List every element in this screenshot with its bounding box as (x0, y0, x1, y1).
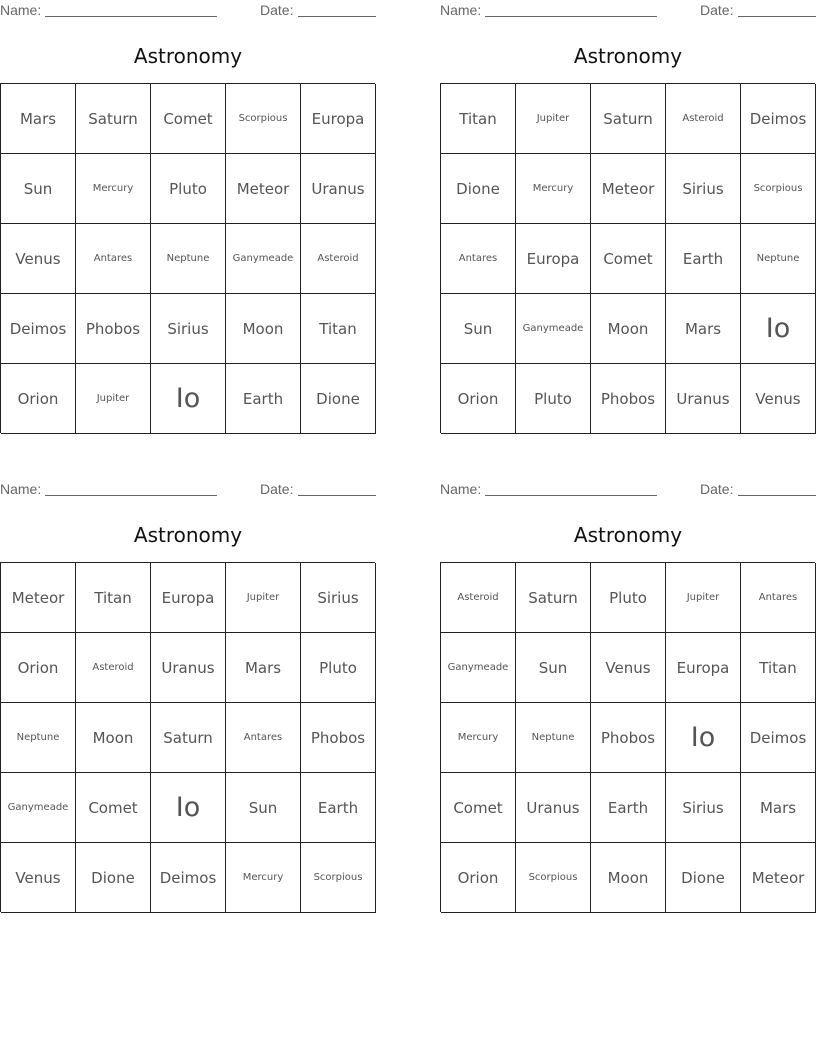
name-blank-line (485, 495, 657, 496)
bingo-cell: Phobos (301, 703, 376, 773)
bingo-cell: Phobos (76, 294, 151, 364)
bingo-cell: Uranus (666, 364, 741, 434)
bingo-cell: Neptune (151, 224, 226, 294)
date-blank-line (738, 495, 816, 496)
bingo-grid (440, 562, 815, 912)
bingo-cell: Venus (741, 364, 816, 434)
bingo-cell: Earth (666, 224, 741, 294)
bingo-cell: Saturn (516, 563, 591, 633)
bingo-cell: Pluto (516, 364, 591, 434)
bingo-cell: Ganymeade (441, 633, 516, 703)
bingo-cell: Europa (516, 224, 591, 294)
name-date-row (0, 2, 376, 20)
bingo-cell: Pluto (151, 154, 226, 224)
bingo-cell: Mercury (441, 703, 516, 773)
bingo-cell: Venus (591, 633, 666, 703)
bingo-cell: Mars (1, 84, 76, 154)
card-title: Astronomy (133, 523, 243, 547)
bingo-cell: Titan (76, 563, 151, 633)
bingo-cell: Meteor (591, 154, 666, 224)
bingo-cell: Dione (301, 364, 376, 434)
bingo-cell: Uranus (516, 773, 591, 843)
bingo-cell: Orion (1, 633, 76, 703)
bingo-cell: Antares (741, 563, 816, 633)
card-title: Astronomy (573, 523, 683, 547)
bingo-cell: Phobos (591, 703, 666, 773)
bingo-cell: Uranus (151, 633, 226, 703)
bingo-cell: Saturn (151, 703, 226, 773)
card-title: Astronomy (133, 44, 243, 68)
name-label: Name: (0, 2, 42, 18)
bingo-cell: Io (151, 773, 226, 843)
bingo-cell: Earth (226, 364, 301, 434)
bingo-cell: Orion (1, 364, 76, 434)
bingo-cell: Pluto (591, 563, 666, 633)
bingo-cell: Meteor (1, 563, 76, 633)
bingo-cell: Dione (76, 843, 151, 913)
bingo-cell: Dione (441, 154, 516, 224)
bingo-cell: Earth (301, 773, 376, 843)
bingo-cell: Sun (441, 294, 516, 364)
bingo-grid (0, 83, 375, 433)
bingo-cell: Earth (591, 773, 666, 843)
bingo-cell: Deimos (741, 703, 816, 773)
bingo-cell: Moon (591, 843, 666, 913)
name-date-row (440, 481, 816, 499)
bingo-cell: Sirius (151, 294, 226, 364)
bingo-cell: Ganymeade (516, 294, 591, 364)
bingo-cell: Deimos (741, 84, 816, 154)
date-blank-line (298, 495, 376, 496)
bingo-cell: Io (741, 294, 816, 364)
bingo-cell: Venus (1, 843, 76, 913)
bingo-cell: Antares (226, 703, 301, 773)
bingo-cell: Meteor (741, 843, 816, 913)
bingo-cell: Io (151, 364, 226, 434)
date-blank-line (298, 16, 376, 17)
bingo-cell: Sun (1, 154, 76, 224)
bingo-card (440, 479, 816, 911)
bingo-cell: Mars (666, 294, 741, 364)
bingo-cell: Asteroid (441, 563, 516, 633)
bingo-cell: Sirius (666, 773, 741, 843)
bingo-cell: Sirius (301, 563, 376, 633)
bingo-cell: Uranus (301, 154, 376, 224)
bingo-cell: Scorpious (516, 843, 591, 913)
bingo-cell: Mars (741, 773, 816, 843)
bingo-cell: Mercury (226, 843, 301, 913)
bingo-cell: Moon (76, 703, 151, 773)
bingo-cell: Dione (666, 843, 741, 913)
bingo-cell: Jupiter (666, 563, 741, 633)
bingo-cell: Mercury (516, 154, 591, 224)
bingo-cell: Scorpious (301, 843, 376, 913)
card-title: Astronomy (573, 44, 683, 68)
bingo-card (0, 0, 376, 432)
name-label: Name: (440, 2, 482, 18)
bingo-cell: Europa (301, 84, 376, 154)
name-date-row (0, 481, 376, 499)
bingo-cell: Mercury (76, 154, 151, 224)
bingo-cell: Comet (591, 224, 666, 294)
bingo-cell: Saturn (76, 84, 151, 154)
date-label: Date: (700, 481, 734, 497)
bingo-cell: Neptune (516, 703, 591, 773)
bingo-cell: Ganymeade (226, 224, 301, 294)
bingo-cell: Ganymeade (1, 773, 76, 843)
date-blank-line (738, 16, 816, 17)
bingo-cell: Io (666, 703, 741, 773)
bingo-cell: Sun (226, 773, 301, 843)
bingo-cell: Antares (441, 224, 516, 294)
bingo-cell: Scorpious (741, 154, 816, 224)
bingo-cell: Saturn (591, 84, 666, 154)
bingo-cell: Moon (591, 294, 666, 364)
name-blank-line (45, 495, 217, 496)
bingo-cell: Jupiter (516, 84, 591, 154)
bingo-cell: Venus (1, 224, 76, 294)
date-label: Date: (700, 2, 734, 18)
bingo-cell: Jupiter (76, 364, 151, 434)
bingo-cell: Europa (666, 633, 741, 703)
name-label: Name: (440, 481, 482, 497)
bingo-cell: Asteroid (301, 224, 376, 294)
bingo-cell: Comet (441, 773, 516, 843)
bingo-cell: Sun (516, 633, 591, 703)
bingo-cell: Pluto (301, 633, 376, 703)
bingo-cell: Deimos (1, 294, 76, 364)
bingo-cell: Neptune (741, 224, 816, 294)
bingo-cell: Mars (226, 633, 301, 703)
bingo-cell: Orion (441, 843, 516, 913)
bingo-cell: Titan (441, 84, 516, 154)
bingo-cell: Titan (741, 633, 816, 703)
bingo-card (440, 0, 816, 432)
name-blank-line (45, 16, 217, 17)
bingo-cell: Europa (151, 563, 226, 633)
bingo-cell: Asteroid (666, 84, 741, 154)
date-label: Date: (260, 481, 294, 497)
bingo-grid (440, 83, 815, 433)
bingo-cell: Scorpious (226, 84, 301, 154)
date-label: Date: (260, 2, 294, 18)
bingo-cell: Antares (76, 224, 151, 294)
bingo-cell: Meteor (226, 154, 301, 224)
bingo-cell: Jupiter (226, 563, 301, 633)
bingo-cell: Asteroid (76, 633, 151, 703)
name-blank-line (485, 16, 657, 17)
bingo-cell: Titan (301, 294, 376, 364)
bingo-cell: Orion (441, 364, 516, 434)
bingo-cell: Moon (226, 294, 301, 364)
bingo-cell: Sirius (666, 154, 741, 224)
bingo-cell: Comet (76, 773, 151, 843)
name-label: Name: (0, 481, 42, 497)
bingo-cell: Neptune (1, 703, 76, 773)
name-date-row (440, 2, 816, 20)
bingo-grid (0, 562, 375, 912)
bingo-cell: Phobos (591, 364, 666, 434)
bingo-cell: Comet (151, 84, 226, 154)
bingo-card (0, 479, 376, 911)
bingo-cell: Deimos (151, 843, 226, 913)
